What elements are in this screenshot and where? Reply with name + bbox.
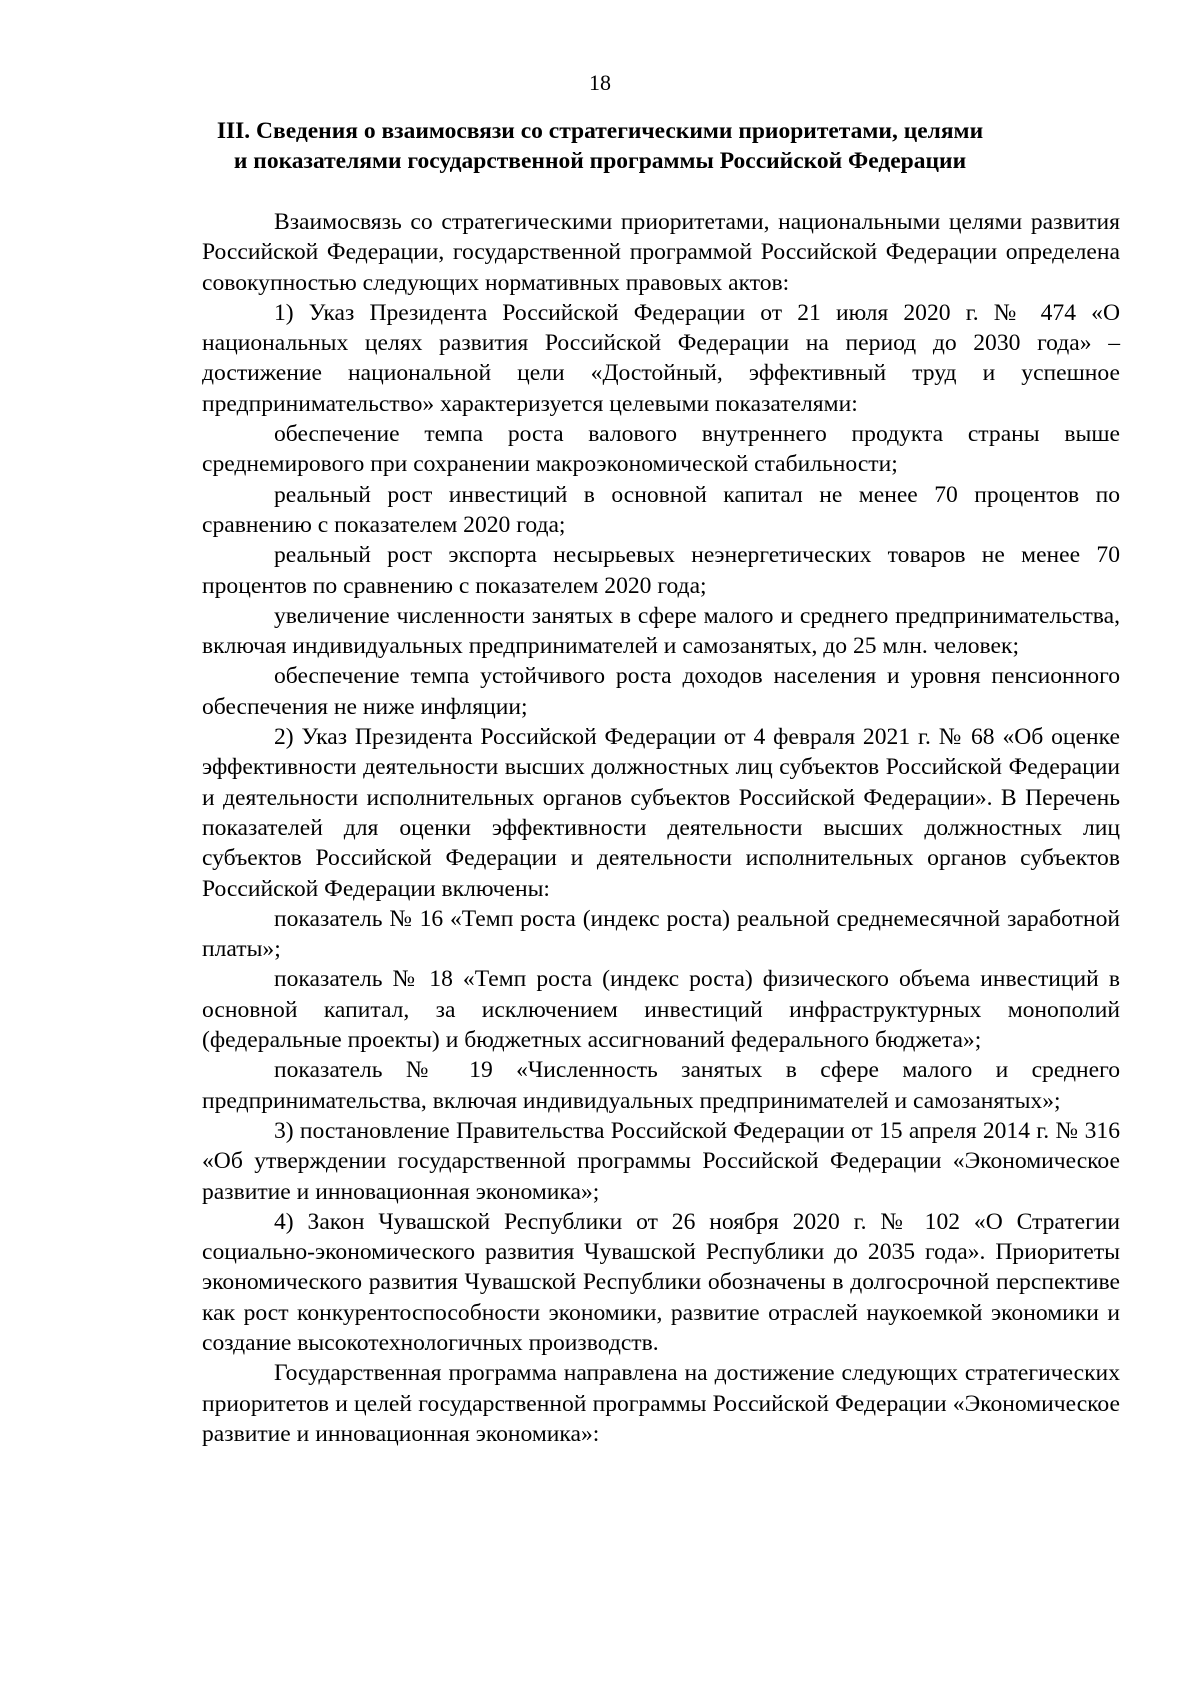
paragraph-indicator-18: показатель № 18 «Темп роста (индекс роста) физического объема инвестиций в основной капитал, за исключением инвестиций инфраструктурных монополий (федеральные проекты) и бюджетных ассигнований федерального бюджета»; [202,966,1120,1054]
paragraph-target-export: реальный рост экспорта несырьевых неэнергетических товаров не менее 70 процентов по сравнению с показателем 2020 года; [202,542,1120,599]
paragraph-target-sme: увеличение численности занятых в сфере малого и среднего предпринимательства, включая индивидуальных предпринимателей и самозанятых, до 25 млн. человек; [202,602,1120,660]
paragraph-decree-474: 1) Указ Президента Российской Федерации от 21 июля 2020 г. № 474 «О национальных целях развития Российской Федерации на период до 2030 года» – достижение национальной цели «Достойный, эффективный труд и успешное предпринимательство» характеризуется целевыми показателями: [202,299,1120,417]
paragraph-program-goals: Государственная программа направлена на достижение следующих стратегических приоритетов и целей государственной программы Российской Федерации «Экономическое развитие и инновационная экономика»: [202,1360,1120,1447]
paragraph-target-gdp: обеспечение темпа роста валового внутреннего продукта страны выше среднемирового при сохранении макроэкономической стабильности; [202,421,1120,478]
paragraph-resolution-316: 3) постановление Правительства Российской Федерации от 15 апреля 2014 г. № 316 «Об утверждении государственной программы Российской Федерации «Экономическое развитие и инновационная экономика»; [202,1117,1120,1205]
page-number: 18 [589,70,611,95]
paragraph-target-income: обеспечение темпа устойчивого роста доходов населения и уровня пенсионного обеспечения не ниже инфляции; [202,663,1120,720]
paragraph-intro: Взаимосвязь со стратегическими приоритетами, национальными целями развития Российской Федерации, государственной программой Российской Федерации определена совокупностью следующих нормативных правовых актов: [202,209,1120,296]
section-title-line-2: и показателями государственной программы Российской Федерации [233,148,967,174]
paragraph-target-investment: реальный рост инвестиций в основной капитал не менее 70 процентов по сравнению с показателем 2020 года; [202,481,1120,538]
paragraph-indicator-19: показатель № 19 «Численность занятых в сфере малого и среднего предпринимательства, включая индивидуальных предпринимателей и самозанятых»; [202,1057,1120,1114]
paragraph-law-102: 4) Закон Чувашской Республики от 26 ноября 2020 г. № 102 «О Стратегии социально-экономического развития Чувашской Республики до 2035 года». Приоритеты экономического развития Чувашской Республики обозначены в долгосрочной перспективе как рост конкурентоспособности экономики, развитие отраслей наукоемкой экономики и создание высокотехнологичных производств. [202,1208,1120,1356]
paragraph-decree-68: 2) Указ Президента Российской Федерации от 4 февраля 2021 г. № 68 «Об оценке эффективности деятельности высших должностных лиц субъектов Российской Федерации и деятельности исполнительных органов субъектов Российской Федерации». В Перечень показателей для оценки эффективности деятельности высших должностных лиц субъектов Российской Федерации и деятельности исполнительных органов субъектов Российской Федерации включены: [202,724,1120,902]
paragraph-indicator-16: показатель № 16 «Темп роста (индекс роста) реальной среднемесячной заработной платы»; [202,905,1120,963]
section-title-line-1: III. Сведения о взаимосвязи со стратегическими приоритетами, целями [216,118,984,144]
section-title [160,116,1040,176]
document-body [202,207,1120,1449]
